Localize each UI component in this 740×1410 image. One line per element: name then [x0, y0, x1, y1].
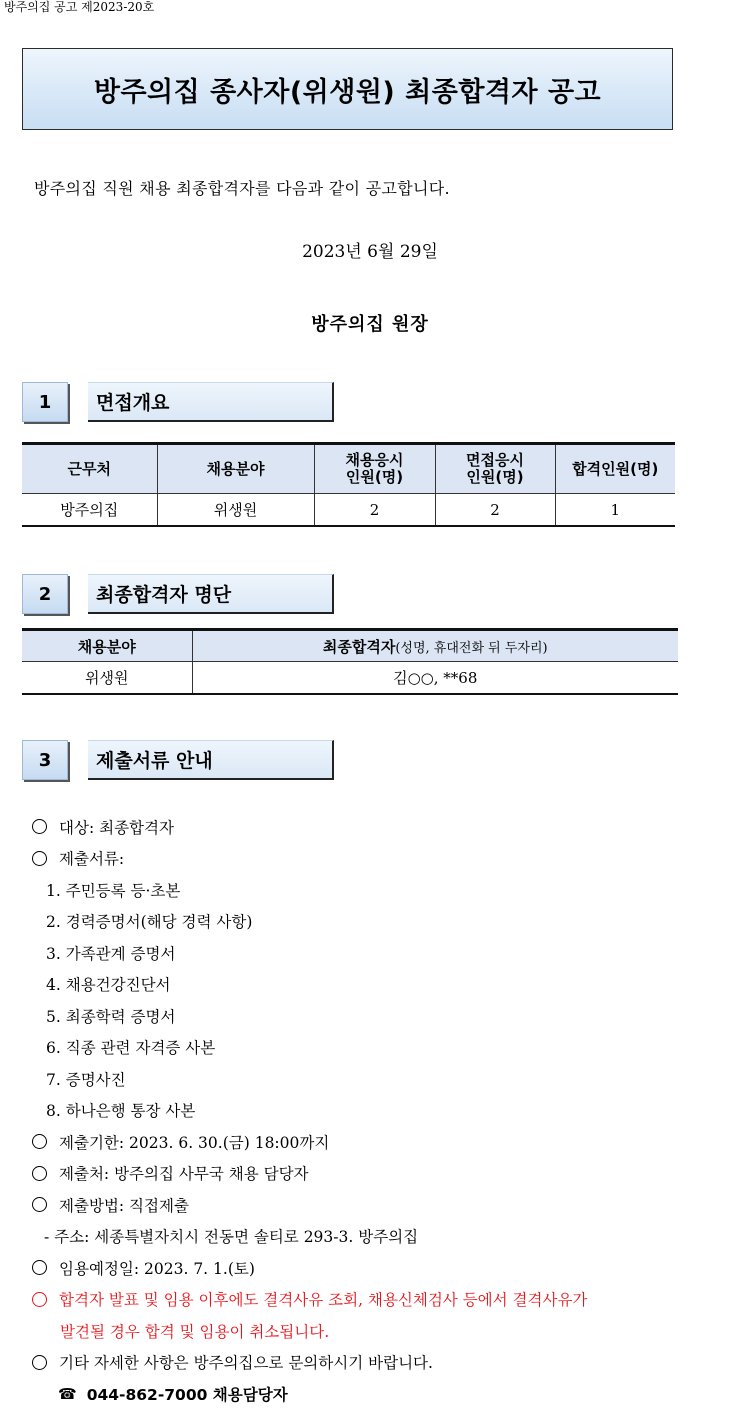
section-title: 면접개요	[88, 382, 334, 422]
table-row	[22, 662, 678, 695]
header-passed: 합격인원(명)	[555, 444, 675, 494]
section-title: 최종합격자 명단	[88, 574, 334, 614]
cell-interviewees: 2	[435, 494, 555, 527]
header-workplace: 근무처	[22, 444, 157, 494]
section-number: 1	[22, 382, 68, 422]
warning-item-continued: 발견될 경우 합격 및 임용이 취소됩니다.	[60, 1322, 330, 1341]
warning-item: 합격자 발표 및 임용 이후에도 결격사유 조회, 채용신체검사 등에서 결격사유가	[32, 1284, 732, 1316]
section-2-header	[22, 574, 336, 616]
header-applicants: 채용응시 인원(명)	[314, 444, 435, 494]
issuer: 방주의집 원장	[311, 314, 429, 335]
list-item: 제출서류:	[32, 843, 732, 875]
announcement-date: 2023년 6월 29일	[302, 242, 438, 262]
list-item: 임용예정일: 2023. 7. 1.(토)	[32, 1252, 732, 1284]
cell-candidate: 김○○, **68	[192, 662, 678, 695]
telephone-icon: ☎	[58, 1384, 77, 1403]
cell-passed: 1	[555, 494, 675, 527]
section-3-header	[22, 740, 336, 782]
header-candidate: 최종합격자(성명, 휴대전화 뒤 두자리)	[192, 630, 678, 662]
contact-phone: ☎ 044-862-7000 채용담당자	[58, 1384, 288, 1404]
document-item: 2. 경력증명서(해당 경력 사항)	[46, 913, 253, 932]
address-item: - 주소: 세종특별자치시 전동면 솔티로 293-3. 방주의집	[44, 1228, 419, 1247]
cell-field: 위생원	[22, 662, 192, 695]
document-number: 방주의집 공고 제2023-20호	[4, 0, 155, 14]
circle-bullet-icon	[32, 851, 47, 866]
list-item: 제출처: 방주의집 사무국 채용 담당자	[32, 1158, 732, 1190]
header-field: 채용분야	[157, 444, 314, 494]
list-item: 제출방법: 직접제출	[32, 1189, 732, 1221]
circle-bullet-icon	[32, 1166, 47, 1181]
section-1-header	[22, 382, 336, 424]
section-number: 3	[22, 740, 68, 780]
document-item: 3. 가족관계 증명서	[46, 944, 176, 963]
list-item: 제출기한: 2023. 6. 30.(금) 18:00까지	[32, 1126, 732, 1158]
circle-bullet-icon	[32, 819, 47, 834]
circle-bullet-icon	[32, 1260, 47, 1275]
page-title: 방주의집 종사자(위생원) 최종합격자 공고	[93, 76, 602, 108]
documents-list	[32, 811, 732, 1410]
cell-workplace: 방주의집	[22, 494, 157, 527]
circle-bullet-icon	[32, 1355, 47, 1370]
circle-bullet-icon	[32, 1197, 47, 1212]
cell-applicants: 2	[314, 494, 435, 527]
section-title: 제출서류 안내	[88, 740, 334, 780]
cell-field: 위생원	[157, 494, 314, 527]
table-row	[22, 494, 675, 527]
table-header-row	[22, 444, 675, 494]
circle-bullet-icon	[32, 1134, 47, 1149]
title-banner	[22, 48, 673, 130]
document-item: 4. 채용건강진단서	[46, 976, 171, 995]
circle-bullet-icon	[32, 1292, 47, 1307]
list-item: 대상: 최종합격자	[32, 811, 732, 843]
table-header-row	[22, 630, 678, 662]
section-number: 2	[22, 574, 68, 614]
intro-text: 방주의집 직원 채용 최종합격자를 다음과 같이 공고합니다.	[34, 179, 450, 198]
header-interviewees: 면접응시 인원(명)	[435, 444, 555, 494]
document-item: 6. 직종 관련 자격증 사본	[46, 1039, 216, 1058]
header-field: 채용분야	[22, 630, 192, 662]
final-candidates-table	[22, 628, 678, 695]
interview-summary-table	[22, 442, 675, 527]
document-item: 7. 증명사진	[46, 1070, 126, 1089]
document-item: 1. 주민등록 등·초본	[46, 881, 181, 900]
document-item: 5. 최종학력 증명서	[46, 1007, 176, 1026]
document-item: 8. 하나은행 통장 사본	[46, 1102, 196, 1121]
list-item: 기타 자세한 사항은 방주의집으로 문의하시기 바랍니다.	[32, 1347, 732, 1379]
